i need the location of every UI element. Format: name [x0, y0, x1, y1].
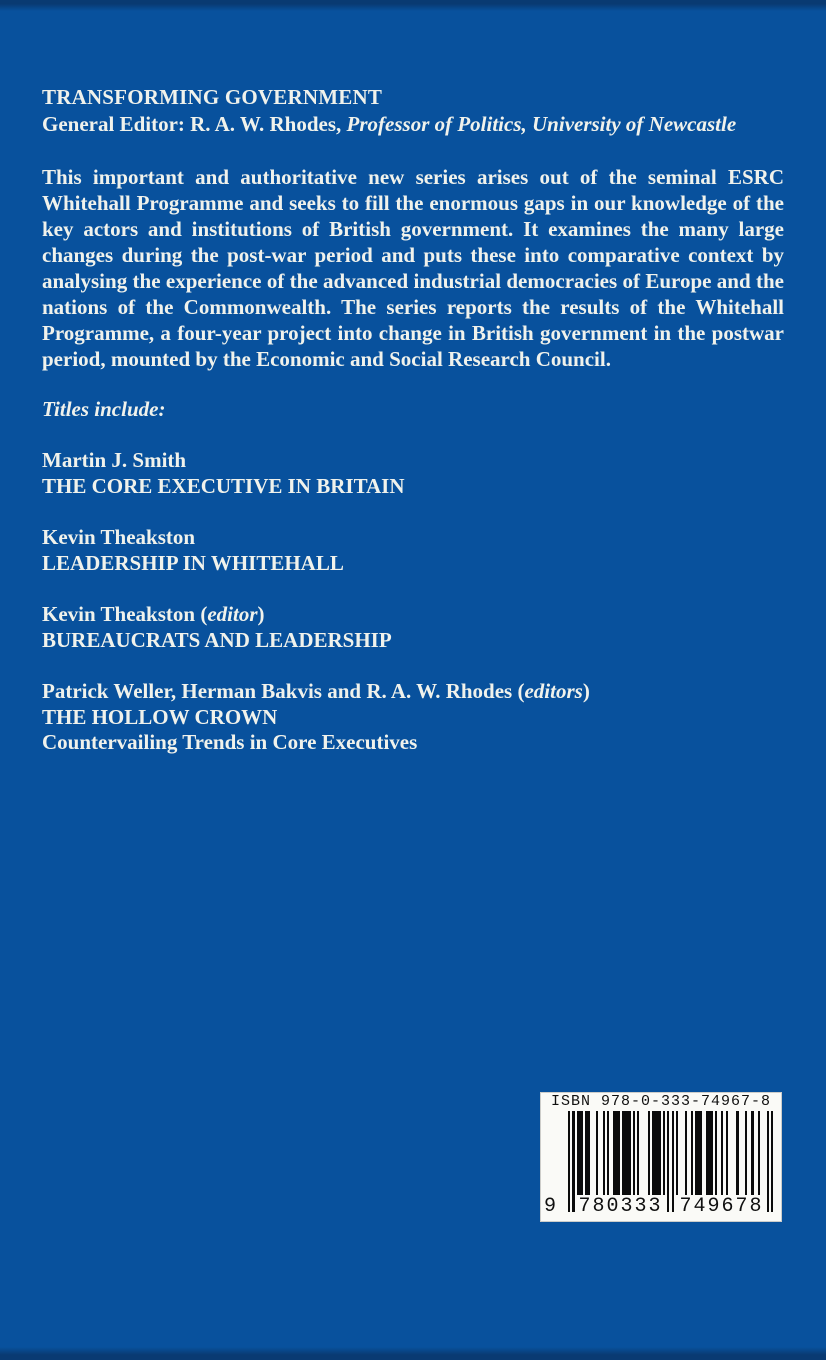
book-author: Kevin Theakston [42, 525, 196, 549]
barcode-bar [700, 1111, 702, 1196]
barcode-bar [637, 1111, 639, 1196]
barcode-bar [628, 1111, 630, 1196]
barcode-bar [676, 1111, 678, 1196]
series-editor-affiliation: Professor of Politics, University of Newcastle [346, 112, 737, 136]
series-editor-line [42, 111, 784, 138]
isbn-number-label: ISBN 978-0-333-74967-8 [550, 1093, 772, 1110]
barcode-bar [581, 1111, 583, 1196]
barcode-bar [648, 1111, 650, 1196]
series-book-entry [42, 602, 784, 653]
series-book-entry [42, 448, 784, 499]
barcode-bar [758, 1111, 760, 1196]
book-author-suffix: ) [257, 602, 265, 626]
series-book-entry [42, 679, 784, 756]
barcode-bar [659, 1111, 661, 1196]
book-author: Martin J. Smith [42, 448, 187, 472]
book-author-name: Patrick Weller, Herman Bakvis and R. A. W. Rhodes ( [42, 679, 525, 703]
book-subtitle: Countervailing Trends in Core Executives [42, 730, 418, 754]
barcode-bar [603, 1111, 605, 1196]
titles-include-text: Titles include: [42, 397, 166, 421]
series-description: This important and authoritative new series arises out of the seminal ESRC Whitehall Programme and seeks to fill the enormous gaps in our knowledge of the key actors and institutions of British government. It examines the many large changes during the post-war period and puts these into comparative context by analysing the experience of the advanced industrial democracies of Europe and the nations of the Commonwealth. The series reports the results of the Whitehall Programme, a four-year project into change in British government in the postwar period, mounted by the Economic and Social Research Council. [42, 165, 784, 371]
barcode-bar [607, 1111, 609, 1196]
barcode-bar [596, 1111, 598, 1196]
barcode-bar [721, 1111, 723, 1196]
isbn-barcode-panel [540, 1092, 782, 1222]
barcode-bar [710, 1111, 712, 1196]
book-author-suffix: ) [582, 679, 590, 703]
barcode-bar [751, 1111, 753, 1196]
book-author-role: editor [207, 602, 258, 626]
book-title: BUREAUCRATS AND LEADERSHIP [42, 627, 392, 652]
series-title: TRANSFORMING GOVERNMENT [42, 85, 383, 109]
barcode-bar [726, 1111, 728, 1196]
titles-include-heading [42, 396, 784, 422]
book-title: THE CORE EXECUTIVE IN BRITAIN [42, 473, 405, 498]
series-editor-name: General Editor: R. A. W. Rhodes, [42, 112, 347, 136]
barcode-bar [745, 1111, 747, 1196]
series-book-entry [42, 525, 784, 576]
book-author [42, 602, 784, 628]
barcode-digit-group-2: 749678 [676, 1195, 767, 1218]
barcode-bar [685, 1111, 687, 1196]
barcode-digit-group-1: 780333 [575, 1195, 666, 1218]
book-title: LEADERSHIP IN WHITEHALL [42, 550, 344, 575]
book-title: THE HOLLOW CROWN [42, 704, 278, 729]
barcode-lead-digit: 9 [544, 1195, 557, 1218]
barcode-bar [633, 1111, 635, 1196]
book-author-role: editors [524, 679, 583, 703]
barcode-bar [587, 1111, 589, 1196]
barcode-bar [663, 1111, 665, 1196]
barcode-bar [715, 1111, 717, 1196]
book-author [42, 679, 784, 705]
barcode-bar [736, 1111, 738, 1196]
barcode-digit-row [540, 1193, 782, 1220]
barcode-bar [691, 1111, 693, 1196]
barcode-bar [618, 1111, 620, 1196]
book-author-name: Kevin Theakston ( [42, 602, 208, 626]
